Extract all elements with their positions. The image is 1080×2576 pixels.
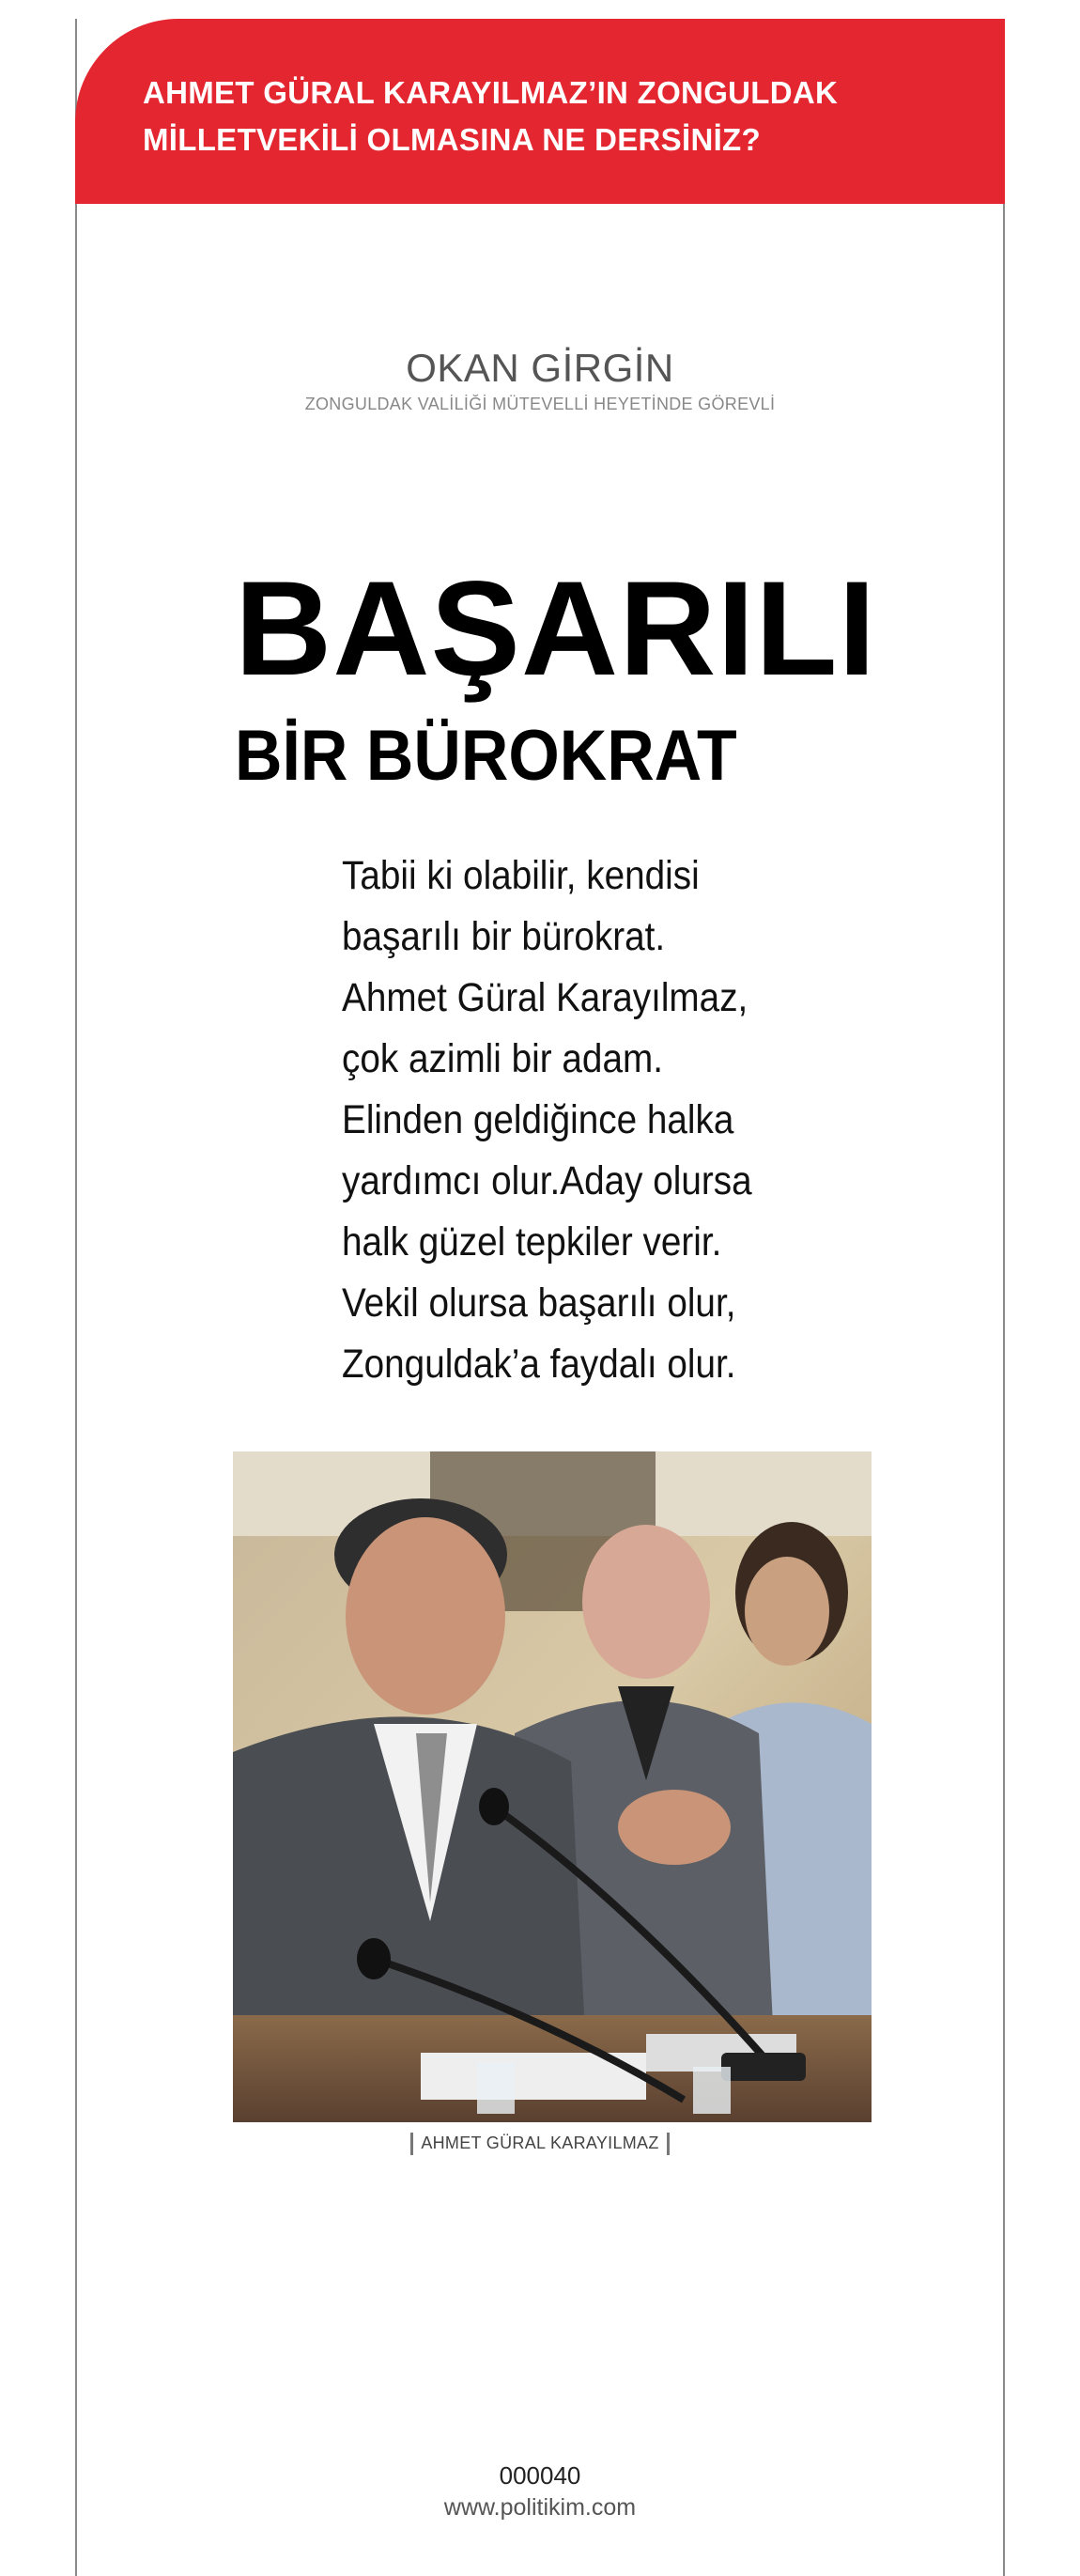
answer-line: başarılı bir bürokrat.	[342, 914, 666, 959]
page-footer	[0, 2460, 1080, 2523]
author-block	[0, 346, 1080, 414]
photo-caption	[0, 2133, 1080, 2155]
portrait-photo	[233, 1451, 872, 2122]
answer-line: halk güzel tepkiler verir.	[342, 1219, 722, 1265]
author-role: ZONGULDAK VALİLİĞİ MÜTEVELLİ HEYETİNDE GÖREVLİ	[304, 395, 776, 413]
answer-line: Vekil olursa başarılı olur,	[342, 1280, 736, 1326]
answer-line: Tabii ki olabilir, kendisi	[342, 853, 700, 898]
photo-illustration	[233, 1451, 872, 2122]
header-title-line-2: MİLLETVEKİLİ OLMASINA NE DERSİNİZ?	[143, 122, 761, 157]
answer-line: Elinden geldiğince halka	[342, 1097, 734, 1142]
answer-line: çok azimli bir adam.	[342, 1036, 663, 1081]
answer-line: Ahmet Güral Karayılmaz,	[342, 975, 748, 1020]
question-header	[75, 19, 1005, 204]
answer-line: yardımcı olur.Aday olursa	[342, 1158, 752, 1203]
caption-divider	[410, 2133, 413, 2155]
answer-text	[342, 846, 815, 1395]
photo-caption-text: AHMET GÜRAL KARAYILMAZ	[421, 2133, 659, 2152]
header-title-line-1: AHMET GÜRAL KARAYILMAZ’IN ZONGULDAK	[143, 75, 839, 110]
caption-divider	[667, 2133, 670, 2155]
page-number: 000040	[499, 2461, 581, 2490]
headline-sub: BİR BÜROKRAT	[235, 716, 737, 796]
headline-main: BAŞARILI	[235, 554, 877, 704]
answer-line: Zonguldak’a faydalı olur.	[342, 1342, 736, 1387]
author-name: OKAN GİRGİN	[406, 346, 674, 390]
website-link[interactable]: www.politikim.com	[443, 2494, 637, 2521]
